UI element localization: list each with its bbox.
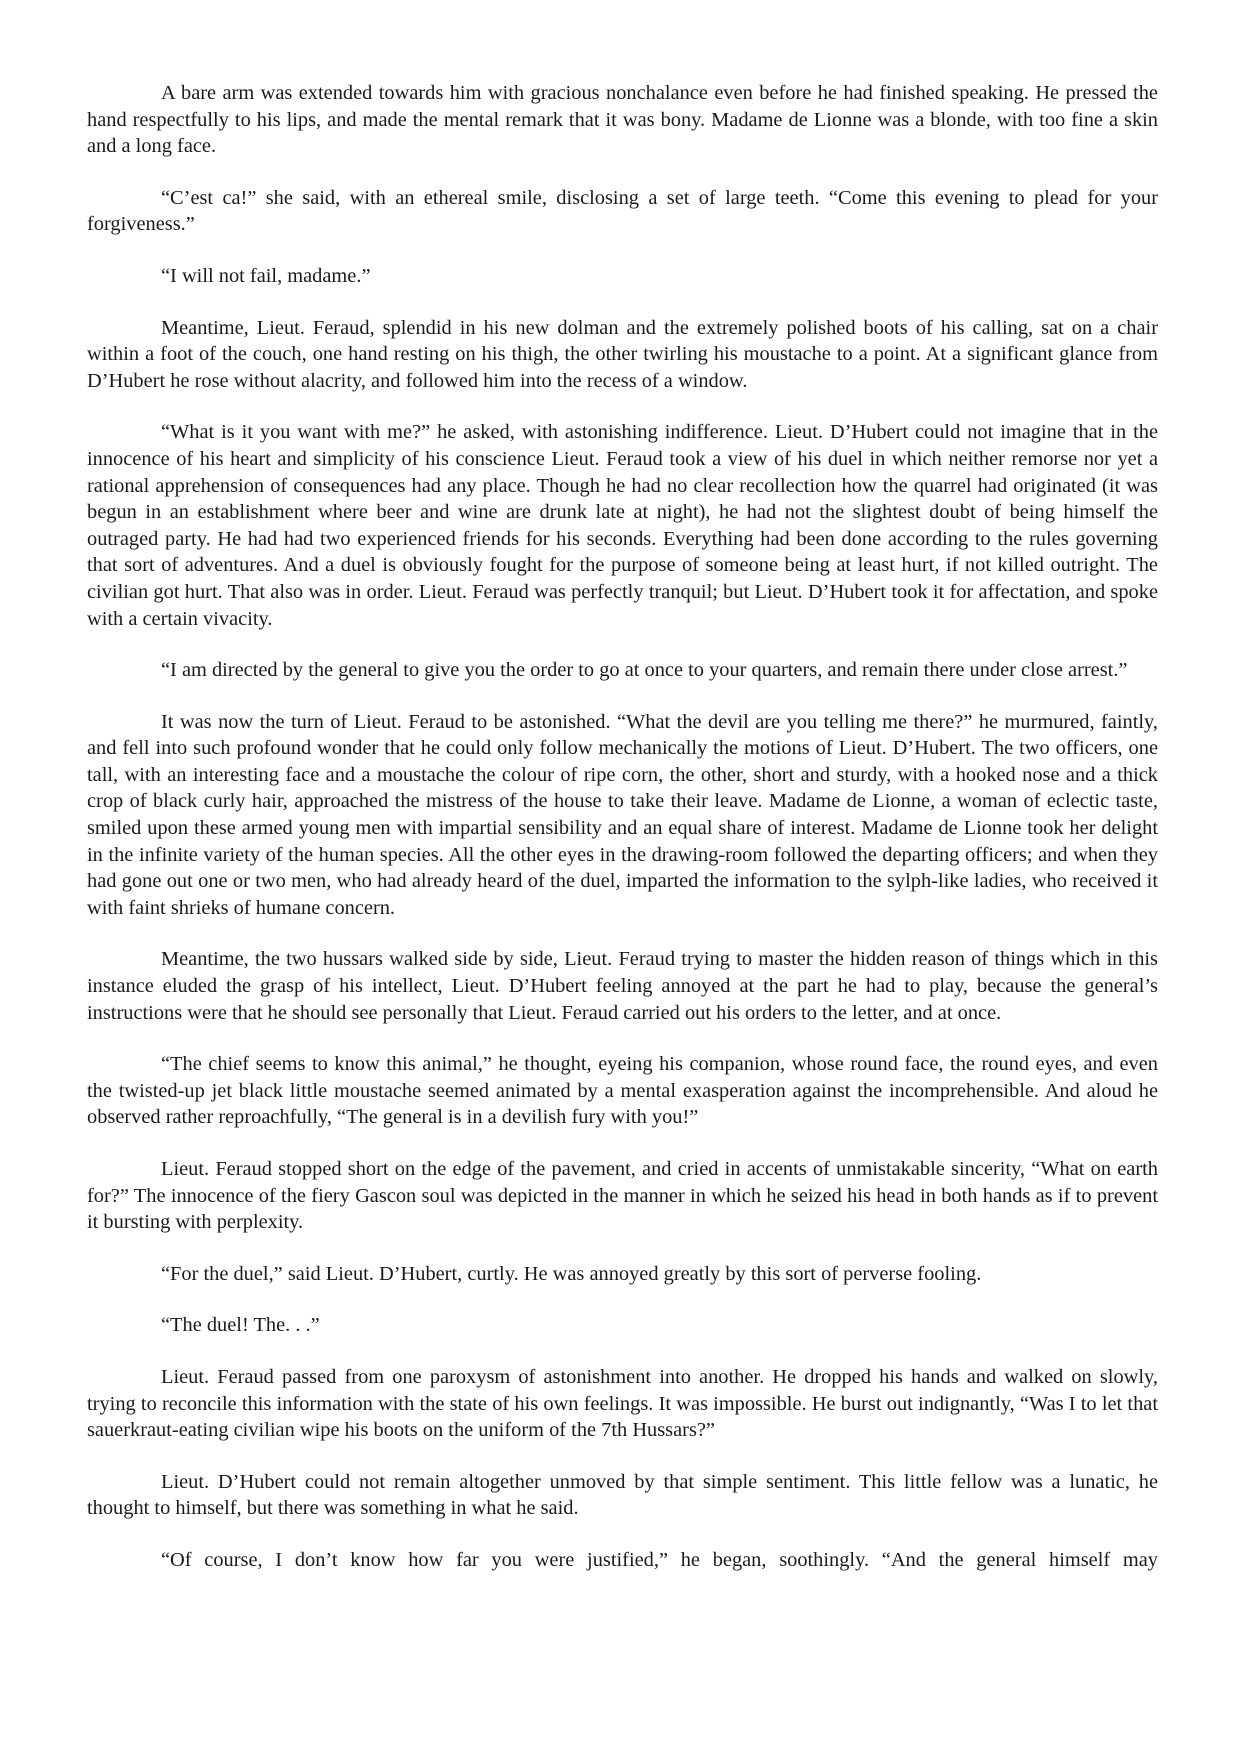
paragraph: “I will not fail, madame.”: [161, 264, 371, 287]
paragraph: Lieut. D’Hubert could not remain altogether unmoved by that simple sentiment. This little fellow was a lunatic, he thought to himself, but there was something in what he said.: [87, 1470, 1158, 1520]
paragraph: Lieut. Feraud passed from one paroxysm of astonishment into another. He dropped his hands and walked on slowly, trying to reconcile this information with the state of his own feelings. It was impossible. He burst out indignantly, “Was I to let that sauerkraut-eating civilian wipe his boots on the uniform of the 7th Hussars?”: [87, 1365, 1158, 1442]
paragraph: “Of course, I don’t know how far you were justified,” he began, soothingly. “And the general himself may: [161, 1548, 1158, 1571]
paragraph: A bare arm was extended towards him with gracious nonchalance even before he had finished speaking. He pressed the hand respectfully to his lips, and made the mental remark that it was bony. Madame de Lionne was a blonde, with too fine a skin and a long face.: [87, 82, 1158, 158]
paragraph: Lieut. Feraud stopped short on the edge of the pavement, and cried in accents of unmistakable sincerity, “What on earth for?” The innocence of the fiery Gascon soul was depicted in the manner in which he seized his head in both hands as if to prevent it bursting with perplexity.: [87, 1158, 1158, 1234]
paragraph: Meantime, the two hussars walked side by side, Lieut. Feraud trying to master the hidden reason of things which in this instance eluded the grasp of his intellect, Lieut. D’Hubert feeling annoyed at the part he had to play, because the general’s instructions were that he should see personally that Lieut. Feraud carried out his orders to the letter, and at once.: [87, 948, 1158, 1024]
paragraph: “The chief seems to know this animal,” he thought, eyeing his companion, whose round face, the round eyes, and even the twisted-up jet black little moustache seemed animated by a mental exasperation against the incomprehensible. And aloud he observed rather reproachfully, “The general is in a devilish fury with you!”: [87, 1053, 1158, 1129]
paragraph: “C’est ca!” she said, with an ethereal smile, disclosing a set of large teeth. “Come this evening to plead for your forgiveness.”: [87, 186, 1158, 236]
paragraph: “I am directed by the general to give you the order to go at once to your quarters, and remain there under close arrest.”: [161, 659, 1128, 682]
paragraph: “What is it you want with me?” he asked, with astonishing indifference. Lieut. D’Hubert could not imagine that in the innocence of his heart and simplicity of his conscience Lieut. Feraud took a view of his duel in which neither remorse nor yet a rational apprehension of consequences had any place. Though he had no clear recollection how the quarrel had originated (it was begun in an establishment where beer and wine are drunk late at night), he had not the slightest doubt of being himself the outraged party. He had had two experienced friends for his seconds. Everything had been done according to the rules governing that sort of adventures. And a duel is obviously fought for the purpose of someone being at least hurt, if not killed outright. The civilian got hurt. That also was in order. Lieut. Feraud was perfectly tranquil; but Lieut. D’Hubert took it for affectation, and spoke with a certain vivacity.: [87, 421, 1158, 630]
paragraph: “For the duel,” said Lieut. D’Hubert, curtly. He was annoyed greatly by this sort of perverse fooling.: [161, 1262, 982, 1285]
paragraph: “The duel! The. . .”: [161, 1314, 320, 1337]
document-page: [87, 80, 1158, 1574]
paragraph: Meantime, Lieut. Feraud, splendid in his new dolman and the extremely polished boots of his calling, sat on a chair within a foot of the couch, one hand resting on his thigh, the other twirling his moustache to a point. At a significant glance from D’Hubert he rose without alacrity, and followed him into the recess of a window.: [87, 316, 1158, 392]
paragraph: It was now the turn of Lieut. Feraud to be astonished. “What the devil are you telling me there?” he murmured, faintly, and fell into such profound wonder that he could only follow mechanically the motions of Lieut. D’Hubert. The two officers, one tall, with an interesting face and a moustache the colour of ripe corn, the other, short and sturdy, with a hooked nose and a thick crop of black curly hair, approached the mistress of the house to take their leave. Madame de Lionne, a woman of eclectic taste, smiled upon these armed young men with impartial sensibility and an equal share of interest. Madame de Lionne took her delight in the infinite variety of the human species. All the other eyes in the drawing-room followed the departing officers; and when they had gone out one or two men, who had already heard of the duel, imparted the information to the sylph-like ladies, who received it with faint shrieks of humane concern.: [87, 710, 1158, 919]
